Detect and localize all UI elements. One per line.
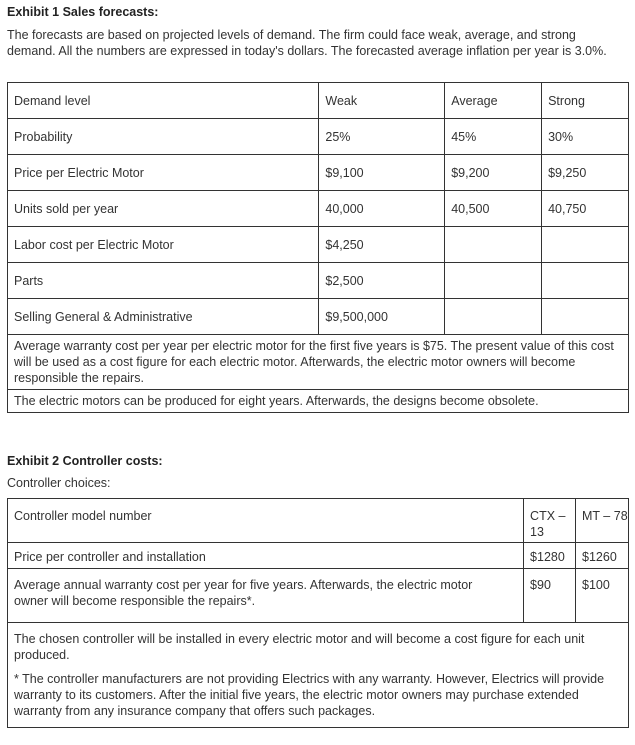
- table-row: [8, 155, 629, 191]
- weak-value: 40,000: [319, 191, 445, 227]
- table-row: [8, 191, 629, 227]
- average-value: 40,500: [445, 191, 542, 227]
- row-label: Units sold per year: [8, 191, 319, 227]
- table-row: [8, 335, 629, 390]
- strong-value: [542, 299, 629, 335]
- weak-value: $2,500: [319, 263, 445, 299]
- table-row: [8, 623, 629, 728]
- header-average: Average: [445, 83, 542, 119]
- mt78-value: $100: [576, 569, 629, 623]
- weak-value: $9,100: [319, 155, 445, 191]
- exhibit1-title: Exhibit 1 Sales forecasts:: [7, 5, 159, 19]
- row-label: Labor cost per Electric Motor: [8, 227, 319, 263]
- table-header-row: [8, 83, 629, 119]
- production-years-note: The electric motors can be produced for eight years. Afterwards, the designs become obsolete.: [8, 390, 629, 413]
- row-label: Parts: [8, 263, 319, 299]
- table-row: [8, 569, 629, 623]
- mt78-value: $1260: [576, 543, 629, 569]
- header-controller-model: Controller model number: [8, 499, 524, 543]
- header-strong: Strong: [542, 83, 629, 119]
- weak-value: $4,250: [319, 227, 445, 263]
- table-row: [8, 390, 629, 413]
- row-label: Price per controller and installation: [8, 543, 524, 569]
- table-row: [8, 299, 629, 335]
- row-label: Price per Electric Motor: [8, 155, 319, 191]
- exhibit2-title: Exhibit 2 Controller costs:: [7, 454, 163, 468]
- warranty-note: Average warranty cost per year per electric motor for the first five years is $75. The present value of this cost will be used as a cost figure for each electric motor. Afterwards, the electric motor owners will become responsible the repairs.: [8, 335, 629, 390]
- table-row: [8, 119, 629, 155]
- exhibit2-subtitle: Controller choices:: [7, 476, 111, 490]
- installation-note: The chosen controller will be installed in every electric motor and will become a cost figure for each unit produced.: [14, 632, 585, 662]
- weak-value: $9,500,000: [319, 299, 445, 335]
- header-model-mt78: MT – 78: [576, 499, 629, 543]
- row-label: Probability: [8, 119, 319, 155]
- table-header-row: [8, 499, 629, 543]
- sales-forecast-table: [7, 82, 629, 413]
- exhibit1-intro: The forecasts are based on projected levels of demand. The firm could face weak, average, and strong demand. All the numbers are expressed in today's dollars. The forecasted average inflation per year is 3.0%.: [7, 28, 607, 58]
- strong-value: [542, 227, 629, 263]
- header-model-ctx13: CTX – 13: [524, 499, 576, 543]
- average-value: 45%: [445, 119, 542, 155]
- header-demand-level: Demand level: [8, 83, 319, 119]
- strong-value: [542, 263, 629, 299]
- ctx13-value: $1280: [524, 543, 576, 569]
- row-label: Selling General & Administrative: [8, 299, 319, 335]
- strong-value: 30%: [542, 119, 629, 155]
- strong-value: 40,750: [542, 191, 629, 227]
- header-weak: Weak: [319, 83, 445, 119]
- average-value: [445, 263, 542, 299]
- warranty-footnote: * The controller manufacturers are not providing Electrics with any warranty. However, Electrics will provide warranty to its customers. After the initial five years, the electric motor owners may purchase extended warranty from any insurance company that offers such packages.: [14, 672, 605, 718]
- controller-notes: [8, 623, 629, 728]
- average-value: [445, 227, 542, 263]
- controller-cost-table: [7, 498, 629, 728]
- ctx13-value: $90: [524, 569, 576, 623]
- average-value: $9,200: [445, 155, 542, 191]
- strong-value: $9,250: [542, 155, 629, 191]
- row-label: Average annual warranty cost per year for five years. Afterwards, the electric motor owner will become responsible the repairs*.: [8, 569, 524, 623]
- table-row: [8, 263, 629, 299]
- table-row: [8, 543, 629, 569]
- average-value: [445, 299, 542, 335]
- table-row: [8, 227, 629, 263]
- weak-value: 25%: [319, 119, 445, 155]
